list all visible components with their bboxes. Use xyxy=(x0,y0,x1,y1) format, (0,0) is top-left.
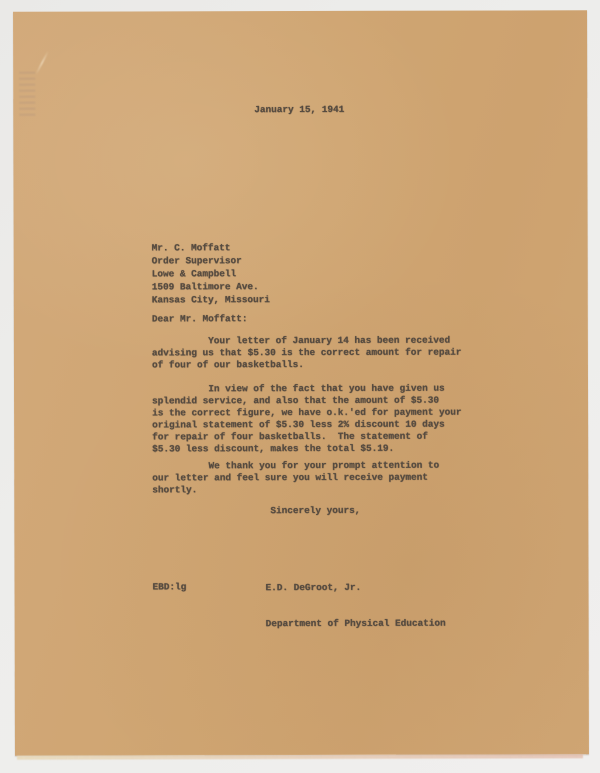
letter-page xyxy=(13,10,589,756)
signature-title: Department of Physical Education xyxy=(265,617,446,630)
signature-block xyxy=(265,558,445,654)
ink-bleed-marks xyxy=(19,72,35,120)
complimentary-closing: Sincerely yours, xyxy=(270,504,361,517)
signature-name: E.D. DeGroot, Jr. xyxy=(265,581,362,594)
recipient-address: Mr. C. Moffatt Order Supervisor Lowe & Campbell 1509 Baltimore Ave. Kansas City, Missouri xyxy=(151,242,270,306)
reference-initials: EBD:lg xyxy=(152,581,187,593)
letter-date: January 15, 1941 xyxy=(254,103,345,116)
body-paragraph-3: We thank you for your prompt attention to our letter and feel sure you will receive payment shortly. xyxy=(152,459,440,496)
body-paragraph-2: In view of the fact that you have given us splendid service, and also that the amount of $5.30 is the correct figure, we have o.k.'ed for payment your original statement of $5.30 less 2% discount 10 days for repair of four basketballs. The statement of $5.30 less discount, makes the total $5.19. xyxy=(152,382,462,455)
salutation: Dear Mr. Moffatt: xyxy=(151,313,248,325)
body-paragraph-1: Your letter of January 14 has been received advising us that $5.30 is the correct amount for repair of four of our basketballs. xyxy=(151,334,462,371)
paper-crease xyxy=(35,51,49,75)
